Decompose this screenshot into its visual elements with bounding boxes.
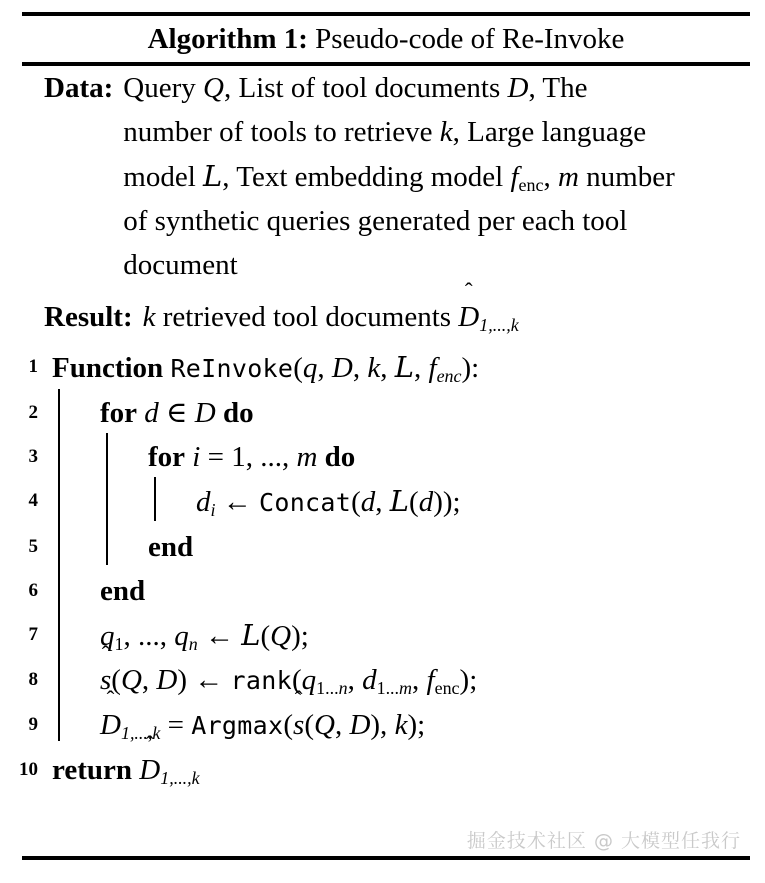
keyword-for: for <box>148 441 186 473</box>
caption-title: Pseudo-code of Re-Invoke <box>315 23 625 55</box>
line-number: 10 <box>19 759 38 780</box>
keyword-do: do <box>222 397 254 429</box>
line-code: Function ReInvoke(q, D, k, L, $f_{enc}$): <box>52 350 480 387</box>
algorithm-line <box>0 703 765 748</box>
algorithm-line <box>0 435 765 479</box>
algorithm-line <box>0 525 765 569</box>
symbol-num-queries: m <box>557 161 579 193</box>
symbol-tool-documents: D <box>507 72 529 104</box>
line-code: return $D_{1,...,k}$ <box>52 754 200 789</box>
line-code: for d ∈ D do <box>100 397 254 429</box>
algorithm-line <box>0 345 765 391</box>
symbol-query: Q <box>203 72 224 104</box>
line-code: $q_1$, ..., $q_n$ ← L(Q); <box>100 618 309 655</box>
symbol-encoder: f <box>510 161 519 193</box>
keyword-end: end <box>100 575 146 607</box>
symbol-encoder-subscript: enc <box>518 175 544 196</box>
algorithm-line <box>0 748 765 792</box>
watermark: 掘金技术社区 @ 大模型任我行 <box>466 830 741 852</box>
line-number: 5 <box>28 536 38 557</box>
line-code <box>44 569 765 613</box>
line-number: 8 <box>28 669 38 690</box>
figure-top-rule <box>22 12 750 16</box>
algorithm-line <box>0 391 765 435</box>
line-code <box>44 525 765 569</box>
keyword-return: return <box>52 754 133 786</box>
algorithm-line <box>0 479 765 525</box>
keyword-do: do <box>324 441 356 473</box>
result-count-symbol: k <box>142 301 156 333</box>
line-code: s(Q, D) ← $rank(q_{1...n}$, $d_{1...m}$, $f_{enc}$); <box>100 664 478 699</box>
symbol-llm: L <box>203 159 223 193</box>
line-number: 6 <box>28 580 38 601</box>
caption-label: Algorithm 1: <box>147 23 308 55</box>
line-code: $d_i$ ← Concat(d, L(d)); <box>196 484 461 521</box>
algorithm-line <box>0 569 765 613</box>
algorithm-line <box>0 613 765 658</box>
data-value: Query Q, List of tool documents D, The number of tools to retrieve k, Large language model L, Text embedding model $f_{enc}$, m number of synthetic queries generated per each tool document <box>123 72 675 281</box>
procedure-argmax: Argmax <box>191 711 284 740</box>
result-block <box>0 295 765 339</box>
line-number: 7 <box>28 624 38 645</box>
line-number: 3 <box>28 446 38 467</box>
algorithm-caption <box>22 19 750 59</box>
figure-bottom-rule <box>22 856 750 860</box>
keyword-for: for <box>100 397 138 429</box>
keyword-end: end <box>148 531 194 563</box>
result-label: Result: <box>44 301 133 333</box>
line-number: 4 <box>28 490 38 511</box>
result-value: k retrieved tool documents $D_{1,...,k}$ <box>142 301 519 336</box>
data-block <box>0 66 765 287</box>
procedure-reinvoke: ReInvoke <box>170 354 294 383</box>
line-number: 9 <box>28 714 38 735</box>
line-number: 2 <box>28 402 38 423</box>
keyword-function: Function <box>52 352 164 384</box>
procedure-rank: rank <box>230 666 292 695</box>
line-code: for i = 1, ..., m do <box>148 441 356 473</box>
data-label: Data: <box>44 72 114 104</box>
result-doc-subscript: 1,...,k <box>479 315 519 336</box>
algorithm-lines <box>0 345 765 792</box>
algorithm-line <box>0 658 765 703</box>
procedure-concat: Concat <box>259 488 352 517</box>
result-doc-symbol: D <box>458 301 480 333</box>
symbol-num-tools: k <box>439 116 453 148</box>
line-number: 1 <box>28 356 38 377</box>
algorithm-body <box>0 66 765 792</box>
line-code: $D_{1,...,k} = Argmax$( s(Q, D), k); <box>100 709 426 744</box>
